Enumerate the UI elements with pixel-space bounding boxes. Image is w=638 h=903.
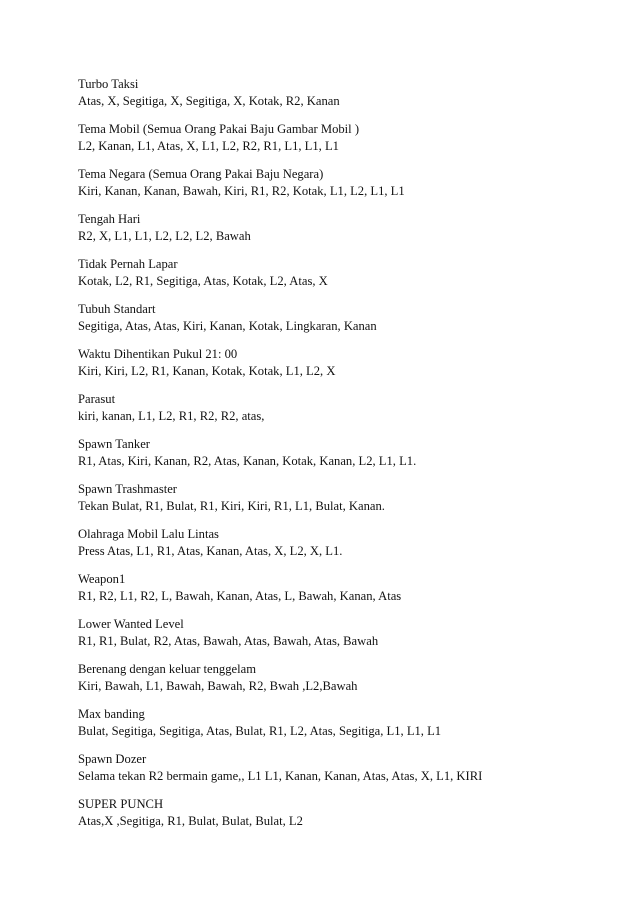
cheat-entry [78, 481, 618, 515]
cheat-title: Waktu Dihentikan Pukul 21: 00 [78, 347, 238, 361]
cheat-entry [78, 391, 618, 425]
cheat-code: Atas,X ,Segitiga, R1, Bulat, Bulat, Bulat, L2 [78, 814, 303, 828]
cheat-entry [78, 121, 618, 155]
cheat-title: Parasut [78, 392, 116, 406]
cheat-title: Olahraga Mobil Lalu Lintas [78, 527, 219, 541]
cheat-code: Segitiga, Atas, Atas, Kiri, Kanan, Kotak, Lingkaran, Kanan [78, 319, 377, 333]
cheat-entry [78, 301, 618, 335]
cheat-code: R1, R2, L1, R2, L, Bawah, Kanan, Atas, L, Bawah, Kanan, Atas [78, 589, 402, 603]
cheat-title: Weapon1 [78, 572, 126, 586]
cheat-title: Max banding [78, 707, 145, 721]
cheat-title: Berenang dengan keluar tenggelam [78, 662, 256, 676]
cheat-title: Tema Mobil (Semua Orang Pakai Baju Gambar Mobil ) [78, 122, 360, 136]
cheat-code: Kotak, L2, R1, Segitiga, Atas, Kotak, L2, Atas, X [78, 274, 328, 288]
cheat-code: Selama tekan R2 bermain game,, L1 L1, Kanan, Kanan, Atas, Atas, X, L1, KIRI [78, 769, 483, 783]
cheat-title: Spawn Trashmaster [78, 482, 178, 496]
cheat-code: kiri, kanan, L1, L2, R1, R2, R2, atas, [78, 409, 265, 423]
cheat-code: Kiri, Kiri, L2, R1, Kanan, Kotak, Kotak, L1, L2, X [78, 364, 336, 378]
cheat-code: Bulat, Segitiga, Segitiga, Atas, Bulat, R1, L2, Atas, Segitiga, L1, L1, L1 [78, 724, 442, 738]
cheat-entry [78, 436, 618, 470]
cheat-entry [78, 211, 618, 245]
cheat-entry [78, 346, 618, 380]
document-page [78, 76, 618, 841]
cheat-title: Lower Wanted Level [78, 617, 184, 631]
cheat-entry [78, 751, 618, 785]
cheat-entry [78, 796, 618, 830]
cheat-title: Turbo Taksi [78, 77, 139, 91]
cheat-code: R1, R1, Bulat, R2, Atas, Bawah, Atas, Bawah, Atas, Bawah [78, 634, 379, 648]
cheat-code: R1, Atas, Kiri, Kanan, R2, Atas, Kanan, Kotak, Kanan, L2, L1, L1. [78, 454, 417, 468]
cheat-entry [78, 661, 618, 695]
cheat-title: Tema Negara (Semua Orang Pakai Baju Negara) [78, 167, 324, 181]
cheat-code: L2, Kanan, L1, Atas, X, L1, L2, R2, R1, L1, L1, L1 [78, 139, 339, 153]
cheat-code: R2, X, L1, L1, L2, L2, L2, Bawah [78, 229, 251, 243]
cheat-title: Spawn Tanker [78, 437, 150, 451]
cheat-entry [78, 76, 618, 110]
cheat-entry [78, 166, 618, 200]
cheat-title: SUPER PUNCH [78, 797, 164, 811]
cheat-title: Tubuh Standart [78, 302, 156, 316]
cheat-title: Tidak Pernah Lapar [78, 257, 178, 271]
cheat-code: Atas, X, Segitiga, X, Segitiga, X, Kotak, R2, Kanan [78, 94, 340, 108]
cheat-entry [78, 616, 618, 650]
cheat-code: Press Atas, L1, R1, Atas, Kanan, Atas, X, L2, X, L1. [78, 544, 343, 558]
cheat-code: Tekan Bulat, R1, Bulat, R1, Kiri, Kiri, R1, L1, Bulat, Kanan. [78, 499, 385, 513]
cheat-entry [78, 571, 618, 605]
cheat-title: Tengah Hari [78, 212, 141, 226]
cheat-code: Kiri, Kanan, Kanan, Bawah, Kiri, R1, R2, Kotak, L1, L2, L1, L1 [78, 184, 405, 198]
cheat-entry [78, 706, 618, 740]
cheat-entry [78, 526, 618, 560]
cheat-entry [78, 256, 618, 290]
cheat-code: Kiri, Bawah, L1, Bawah, Bawah, R2, Bwah ,L2,Bawah [78, 679, 358, 693]
cheat-title: Spawn Dozer [78, 752, 147, 766]
